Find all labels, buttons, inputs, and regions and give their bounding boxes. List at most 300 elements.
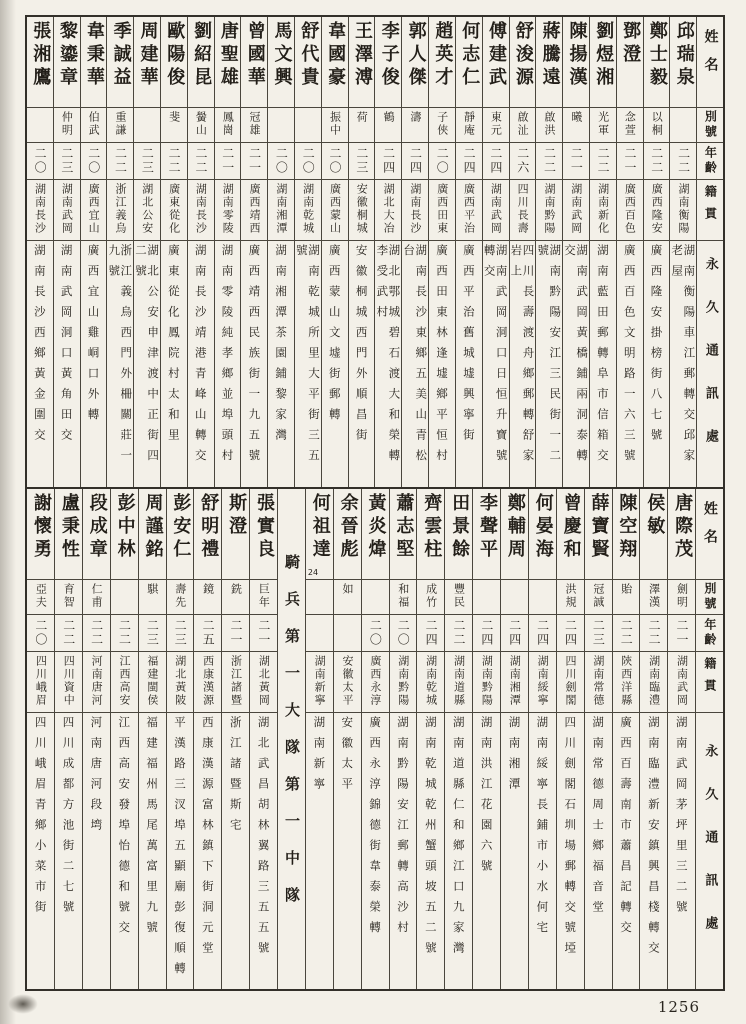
person-column — [562, 17, 589, 487]
person-age — [107, 143, 133, 180]
person-address — [375, 241, 401, 487]
person-address — [529, 713, 556, 989]
person-address — [27, 241, 53, 487]
person-alias — [473, 580, 500, 615]
person-alias-text: 豐民 — [452, 583, 466, 609]
person-address-text: 湖南新寧 — [312, 716, 327, 798]
person-address-text: 湖南臨澧新安鎮興昌棧轉交 — [646, 716, 661, 962]
person-name-text: 鄧澄 — [620, 21, 642, 67]
person-native-text: 湖南湘潭 — [508, 655, 522, 707]
person-age — [268, 143, 294, 180]
person-address-text: 湖南長沙東鄉五美山青松台 — [402, 244, 429, 470]
person-native-text: 安徽桐城 — [355, 183, 369, 235]
person-alias — [563, 108, 589, 143]
person-age — [510, 143, 536, 180]
person-address — [134, 241, 160, 487]
person-name-text: 曾慶和 — [560, 493, 582, 562]
person-name — [139, 489, 166, 580]
person-column — [333, 489, 361, 989]
person-native-text: 湖北大冶 — [382, 183, 396, 235]
person-age — [81, 143, 107, 180]
person-native — [390, 652, 417, 713]
person-name — [417, 489, 444, 580]
person-age-text: 二一 — [674, 619, 689, 647]
person-address-text: 湖南湘潭茶園鋪黎家灣 — [274, 244, 289, 449]
unit-title-column — [277, 489, 305, 989]
person-name — [334, 489, 361, 580]
person-name-text: 黃炎煒 — [365, 493, 387, 562]
person-age — [644, 143, 670, 180]
person-native-text: 湖南新寧 — [313, 655, 327, 707]
person-name — [445, 489, 472, 580]
person-address — [27, 713, 54, 989]
person-address-text: 四川成都方池街二七號 — [61, 716, 76, 921]
person-alias — [334, 580, 361, 615]
person-address — [585, 713, 612, 989]
person-name — [483, 17, 509, 108]
person-name — [241, 17, 267, 108]
person-age — [670, 143, 696, 180]
person-column — [643, 17, 670, 487]
person-alias — [557, 580, 584, 615]
person-alias-text: 洪規 — [563, 583, 577, 609]
person-alias — [188, 108, 214, 143]
person-native — [668, 652, 695, 713]
person-address — [194, 713, 221, 989]
person-column — [294, 17, 321, 487]
person-age-text: 二四 — [381, 147, 396, 175]
person-age — [241, 143, 267, 180]
person-name-text: 陳揚漢 — [566, 21, 588, 90]
person-native — [194, 652, 221, 713]
person-column — [401, 17, 428, 487]
person-name — [215, 17, 241, 108]
person-alias-text: 啟洪 — [542, 111, 556, 137]
person-address-text: 福建福州馬尾萬富里九號 — [145, 716, 160, 942]
header-name — [696, 489, 723, 580]
person-note: 24 — [307, 568, 319, 577]
header-alias-text: 別號 — [703, 110, 718, 140]
person-address-text: 廣西百壽南市蕭昌記轉交 — [618, 716, 633, 942]
person-alias — [644, 108, 670, 143]
person-address — [668, 713, 695, 989]
person-name-text: 季誠益 — [110, 21, 132, 90]
header-alias-text: 別號 — [702, 582, 717, 612]
person-age-text: 二四 — [563, 619, 578, 647]
scan-smudge — [8, 994, 38, 1014]
person-age-text: 二二 — [596, 147, 611, 175]
person-age — [640, 615, 667, 652]
person-column — [305, 489, 333, 989]
person-alias — [55, 580, 82, 615]
person-name-text: 張湘鷹 — [30, 21, 52, 90]
person-native — [222, 652, 249, 713]
person-age — [194, 615, 221, 652]
person-alias — [54, 108, 80, 143]
person-alias — [322, 108, 348, 143]
person-alias — [111, 580, 138, 615]
person-name — [306, 489, 333, 580]
person-name-text: 余晉彪 — [337, 493, 359, 562]
person-native — [362, 652, 389, 713]
person-name-text: 彭中林 — [114, 493, 136, 562]
person-native — [617, 180, 643, 241]
person-name-text: 何志仁 — [459, 21, 481, 90]
person-column — [80, 17, 107, 487]
person-column — [535, 17, 562, 487]
person-native-text: 湖南長沙 — [194, 183, 208, 235]
person-address-text: 湖北公安申津渡中正街四二號 — [134, 244, 160, 470]
person-age-text: 二四 — [479, 619, 494, 647]
person-age-text: 二四 — [408, 147, 423, 175]
person-age — [563, 143, 589, 180]
person-alias — [241, 108, 267, 143]
person-native — [111, 652, 138, 713]
person-name-text: 陳空翔 — [616, 493, 638, 562]
person-alias-text: 巨年 — [257, 583, 271, 609]
person-address — [640, 713, 667, 989]
person-name-text: 韋國豪 — [325, 21, 347, 90]
person-name — [390, 489, 417, 580]
person-age — [349, 143, 375, 180]
person-name — [161, 17, 187, 108]
person-name — [107, 17, 133, 108]
person-column — [669, 17, 696, 487]
person-address — [349, 241, 375, 487]
person-alias-text: 東元 — [489, 111, 503, 137]
person-column — [482, 17, 509, 487]
person-name-text: 劉煜湘 — [593, 21, 615, 90]
person-name — [402, 17, 428, 108]
person-age-text: 二四 — [424, 619, 439, 647]
person-alias — [375, 108, 401, 143]
person-native-text: 廣西百色 — [623, 183, 637, 235]
person-name — [54, 17, 80, 108]
person-name-text: 張實良 — [254, 493, 275, 562]
person-address-text: 平漢路三汊埠五顯廟彭復順轉 — [172, 716, 187, 983]
person-name-text: 蕭志堅 — [393, 493, 415, 562]
person-native-text: 四川劍閣 — [563, 655, 577, 707]
person-native — [644, 180, 670, 241]
person-address-text: 湖南武岡洞口日恒升寶號轉交 — [482, 244, 509, 470]
person-column — [616, 17, 643, 487]
person-address-text: 浙江諸暨斯宅 — [228, 716, 243, 839]
person-name-text: 邱瑞泉 — [673, 21, 695, 90]
person-age-text: 二三 — [591, 619, 606, 647]
person-column — [416, 489, 444, 989]
person-native — [613, 652, 640, 713]
person-age-text: 二六 — [515, 147, 530, 175]
person-name — [222, 489, 249, 580]
person-name-text: 鄭輔周 — [504, 493, 526, 562]
person-column — [556, 489, 584, 989]
person-age-text: 二二 — [647, 619, 662, 647]
person-age — [295, 143, 321, 180]
person-alias — [590, 108, 616, 143]
person-native-text: 湖南綏寧 — [536, 655, 550, 707]
person-name-text: 馬文興 — [271, 21, 293, 90]
person-alias — [483, 108, 509, 143]
person-age-text: 二〇 — [86, 147, 101, 175]
person-name — [55, 489, 82, 580]
person-address — [417, 713, 444, 989]
person-name — [268, 17, 294, 108]
person-age — [590, 143, 616, 180]
person-column — [639, 489, 667, 989]
person-alias — [215, 108, 241, 143]
person-column — [667, 489, 695, 989]
person-alias — [585, 580, 612, 615]
person-column — [166, 489, 194, 989]
person-address — [402, 241, 428, 487]
person-name — [27, 17, 53, 108]
person-address — [241, 241, 267, 487]
person-native-text: 浙江義烏 — [113, 183, 127, 235]
person-native — [429, 180, 455, 241]
person-age — [27, 143, 53, 180]
person-native-text: 湖南乾城 — [301, 183, 315, 235]
person-address-text: 湖南乾城所里大平街三五號 — [295, 244, 321, 470]
person-alias-text: 銑 — [229, 583, 243, 596]
person-name-text: 舒明禮 — [198, 493, 220, 562]
person-age — [529, 615, 556, 652]
person-age-text: 二四 — [535, 619, 550, 647]
person-age — [111, 615, 138, 652]
person-age-text: 二一 — [256, 619, 271, 647]
person-alias-text: 和福 — [396, 583, 410, 609]
person-alias — [134, 108, 160, 143]
header-native-text: 籍貫 — [702, 657, 717, 701]
person-alias — [167, 580, 194, 615]
person-age — [613, 615, 640, 652]
person-column — [53, 17, 80, 487]
person-name — [250, 489, 277, 580]
person-alias-text: 振中 — [328, 111, 342, 137]
person-address — [590, 241, 616, 487]
person-alias — [250, 580, 277, 615]
person-address-text: 西康漢源富林鎮下街洞元堂 — [200, 716, 215, 962]
person-age-text: 二一 — [569, 147, 584, 175]
person-name-text: 唐際茂 — [672, 493, 694, 562]
person-alias-text: 劍明 — [675, 583, 689, 609]
person-native — [161, 180, 187, 241]
person-age-text: 二一 — [622, 147, 637, 175]
person-name-text: 劉紹昆 — [191, 21, 213, 90]
person-name-text: 鄭士毅 — [646, 21, 668, 90]
person-age — [306, 615, 333, 652]
person-address-text: 湖南長沙西鄉黃金圍交 — [32, 244, 47, 449]
person-native-text: 安徽太平 — [340, 655, 354, 707]
person-native-text: 廣西平治 — [462, 183, 476, 235]
person-address-text: 湖南道縣仁和鄉江口九家灣 — [451, 716, 466, 962]
person-address-text: 湖北武昌胡林翼路三五五號 — [256, 716, 271, 962]
person-age-text: 二一 — [220, 147, 235, 175]
person-address — [167, 713, 194, 989]
person-name-text: 趙英才 — [432, 21, 454, 90]
person-name — [617, 17, 643, 108]
person-name-text: 齊雲柱 — [421, 493, 443, 562]
person-native — [483, 180, 509, 241]
header-address — [697, 241, 723, 487]
person-name-text: 李聲平 — [477, 493, 498, 562]
person-age — [585, 615, 612, 652]
person-name-text: 曾國華 — [244, 21, 266, 90]
person-column — [138, 489, 166, 989]
person-age-text: 二三 — [145, 619, 160, 647]
person-alias — [107, 108, 133, 143]
person-age-text: 二四 — [462, 147, 477, 175]
person-native — [557, 652, 584, 713]
person-native-text: 湖南零陵 — [221, 183, 235, 235]
person-address-text: 廣西百色文明路一六三號 — [622, 244, 637, 470]
person-column — [528, 489, 556, 989]
person-native-text: 湖北公安 — [140, 183, 154, 235]
person-native — [417, 652, 444, 713]
person-native — [322, 180, 348, 241]
person-age-text: 二二 — [542, 147, 557, 175]
person-native — [670, 180, 696, 241]
person-alias-text: 育智 — [62, 583, 76, 609]
person-age — [54, 143, 80, 180]
person-native — [81, 180, 107, 241]
person-alias — [81, 108, 107, 143]
person-native — [107, 180, 133, 241]
person-age-text: 二二 — [167, 147, 182, 175]
person-name-text: 彭安仁 — [170, 493, 192, 562]
person-native — [241, 180, 267, 241]
person-native — [268, 180, 294, 241]
person-name-text: 蔣騰遠 — [539, 21, 561, 90]
person-native-text: 福建閩侯 — [145, 655, 159, 707]
person-native-text: 湖南長沙 — [33, 183, 47, 235]
person-address-text: 安徽桐城西門外順昌街 — [354, 244, 369, 449]
person-age-text: 二二 — [117, 619, 132, 647]
person-native — [295, 180, 321, 241]
person-age-text: 二〇 — [435, 147, 450, 175]
person-address — [215, 241, 241, 487]
person-name — [111, 489, 138, 580]
person-native — [590, 180, 616, 241]
header-age-text: 年齡 — [702, 618, 717, 648]
person-age-text: 二一 — [228, 619, 243, 647]
person-column — [106, 17, 133, 487]
header-name-text: 姓名 — [702, 29, 719, 85]
person-address-text: 湖南武岡黃橋鋪兩洞泰轉交 — [563, 244, 589, 470]
person-age-text: 二二 — [676, 147, 691, 175]
person-column — [374, 17, 401, 487]
person-column — [321, 17, 348, 487]
person-name — [668, 489, 695, 580]
person-age-text: 二二 — [113, 147, 128, 175]
person-column — [249, 489, 277, 989]
person-address — [483, 241, 509, 487]
person-address — [83, 713, 110, 989]
person-name — [27, 489, 54, 580]
person-native — [445, 652, 472, 713]
person-column — [54, 489, 82, 989]
person-name-text: 周謹銘 — [142, 493, 164, 562]
person-age — [334, 615, 361, 652]
person-alias — [306, 580, 333, 615]
person-address-text: 湖南武岡茅坪里三二號 — [674, 716, 689, 921]
person-native — [510, 180, 536, 241]
person-native — [27, 180, 53, 241]
header-native — [696, 652, 723, 713]
person-alias — [529, 580, 556, 615]
person-native-text: 湖北黃岡 — [257, 655, 271, 707]
person-column — [221, 489, 249, 989]
person-name-text: 斯澄 — [226, 493, 248, 539]
person-name — [295, 17, 321, 108]
person-native — [585, 652, 612, 713]
person-name-text: 段成章 — [86, 493, 108, 562]
person-age-text: 二二 — [649, 147, 664, 175]
person-name — [510, 17, 536, 108]
roster-section-bottom — [27, 487, 723, 989]
person-alias-text: 伯武 — [87, 111, 101, 137]
person-native-text: 湖南黔陽 — [480, 655, 494, 707]
person-age-text: 二四 — [488, 147, 503, 175]
person-age — [250, 615, 277, 652]
person-address-text: 湖南武岡洞口黃角田交 — [59, 244, 74, 449]
person-address — [55, 713, 82, 989]
person-alias-text: 念萱 — [623, 111, 637, 137]
person-alias-text: 鏡 — [201, 583, 215, 596]
person-alias-text: 濤 — [408, 111, 422, 124]
person-native — [375, 180, 401, 241]
person-native — [473, 652, 500, 713]
person-name — [81, 17, 107, 108]
person-name-text: 何祖達 — [309, 493, 331, 562]
person-age — [27, 615, 54, 652]
person-address-text: 廣西田東林逢墟鄉平恒村 — [435, 244, 449, 470]
person-age — [445, 615, 472, 652]
person-native — [27, 652, 54, 713]
person-alias — [222, 580, 249, 615]
person-address — [334, 713, 361, 989]
person-native-text: 四川峨眉 — [34, 655, 48, 707]
header-address-text: 永久通訊處 — [702, 743, 718, 959]
person-name — [563, 17, 589, 108]
scan-gutter-shadow — [0, 0, 16, 1024]
person-address-text: 湖南湘潭 — [507, 716, 522, 798]
person-age — [167, 615, 194, 652]
person-native-text: 湖南道縣 — [452, 655, 466, 707]
header-native — [697, 180, 723, 241]
person-column — [500, 489, 528, 989]
person-age — [362, 615, 389, 652]
person-native — [54, 180, 80, 241]
person-alias — [402, 108, 428, 143]
person-alias-text: 仲明 — [60, 111, 74, 137]
person-age-text: 二五 — [201, 619, 216, 647]
header-column — [695, 489, 723, 989]
person-alias — [668, 580, 695, 615]
person-address-text: 廣西永淳錦德街韋泰榮轉 — [368, 716, 383, 942]
person-address — [362, 713, 389, 989]
person-name — [83, 489, 110, 580]
person-address-text: 四川長壽渡舟鄉郵轉舒家岩上 — [509, 244, 536, 470]
person-age-text: 二〇 — [368, 619, 383, 647]
person-name-text: 黎鎏章 — [57, 21, 79, 90]
person-name — [590, 17, 616, 108]
person-address-text: 湖南乾城乾州蟹頭坡五二號 — [423, 716, 438, 962]
person-address-text: 廣西宜山雞峒口外轉 — [86, 244, 101, 429]
person-alias — [27, 580, 54, 615]
header-name-text: 姓名 — [701, 501, 718, 557]
person-native-text: 廣西田東 — [435, 183, 449, 235]
person-address — [139, 713, 166, 989]
